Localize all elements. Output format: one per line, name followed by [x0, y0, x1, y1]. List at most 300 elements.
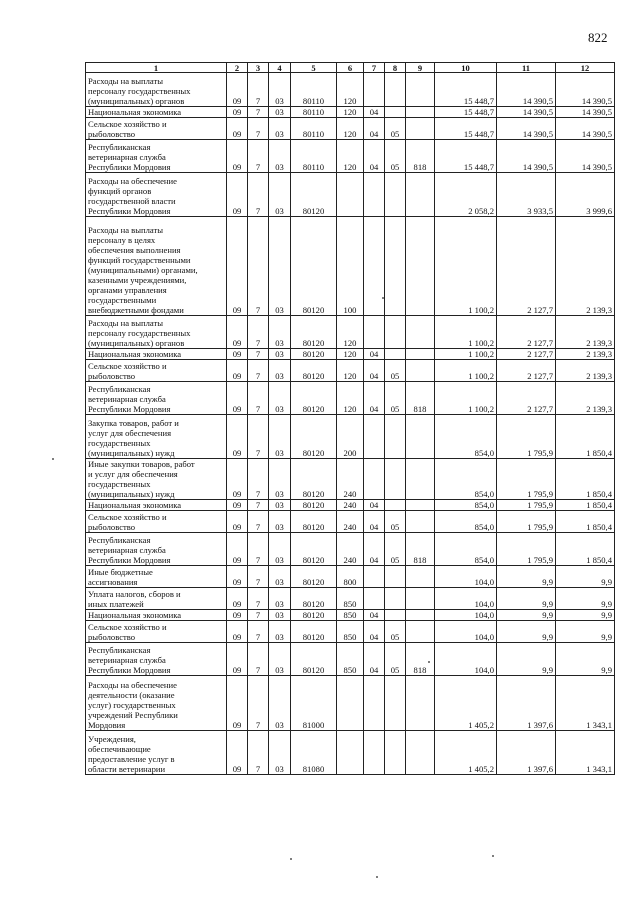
scan-speck: [376, 876, 378, 878]
code-cell: 03: [269, 459, 291, 500]
code-cell: 80120: [291, 217, 337, 316]
code-cell: 7: [248, 173, 269, 217]
code-cell: 03: [269, 643, 291, 676]
amount-cell: 9,9: [497, 621, 556, 643]
code-cell: 850: [337, 621, 364, 643]
row-label: Национальная экономика: [86, 500, 227, 511]
table-row: [86, 349, 615, 360]
row-label: Закупка товаров, работ и услуг для обеспечения государственных (муниципальных) нужд: [86, 415, 227, 459]
amount-cell: 104,0: [435, 566, 497, 588]
code-cell: 05: [385, 140, 406, 173]
row-label: Республиканская ветеринарная служба Республики Мордовия: [86, 533, 227, 566]
amount-cell: 1 850,4: [556, 415, 615, 459]
table-row: [86, 107, 615, 118]
code-cell: 03: [269, 511, 291, 533]
table-row: [86, 588, 615, 610]
code-cell: 80120: [291, 610, 337, 621]
code-cell: 7: [248, 382, 269, 415]
amount-cell: 1 405,2: [435, 731, 497, 775]
code-cell: [406, 316, 435, 349]
code-cell: 818: [406, 140, 435, 173]
code-cell: 7: [248, 140, 269, 173]
amount-cell: 9,9: [497, 566, 556, 588]
code-cell: 7: [248, 459, 269, 500]
amount-cell: 3 999,6: [556, 173, 615, 217]
row-label: Национальная экономика: [86, 107, 227, 118]
code-cell: 7: [248, 533, 269, 566]
row-label: Расходы на выплаты персоналу государственных (муниципальных) органов: [86, 316, 227, 349]
code-cell: 7: [248, 316, 269, 349]
code-cell: [385, 566, 406, 588]
page-number: 822: [588, 30, 608, 45]
code-cell: 09: [227, 511, 248, 533]
code-cell: 09: [227, 588, 248, 610]
header-cell: 4: [269, 63, 291, 73]
code-cell: 05: [385, 621, 406, 643]
code-cell: 818: [406, 382, 435, 415]
code-cell: [406, 173, 435, 217]
code-cell: 04: [364, 349, 385, 360]
code-cell: 7: [248, 415, 269, 459]
amount-cell: 14 390,5: [556, 107, 615, 118]
code-cell: [385, 588, 406, 610]
amount-cell: 9,9: [556, 566, 615, 588]
header-cell: 12: [556, 63, 615, 73]
amount-cell: 854,0: [435, 533, 497, 566]
amount-cell: 1 100,2: [435, 217, 497, 316]
code-cell: 80120: [291, 643, 337, 676]
code-cell: [385, 107, 406, 118]
code-cell: [385, 349, 406, 360]
table-row: [86, 118, 615, 140]
amount-cell: 1 850,4: [556, 533, 615, 566]
amount-cell: 1 100,2: [435, 360, 497, 382]
amount-cell: 1 850,4: [556, 500, 615, 511]
code-cell: 05: [385, 118, 406, 140]
table-body: [86, 63, 615, 775]
amount-cell: 1 850,4: [556, 459, 615, 500]
row-label: Республиканская ветеринарная служба Республики Мордовия: [86, 382, 227, 415]
amount-cell: 15 448,7: [435, 140, 497, 173]
code-cell: 03: [269, 118, 291, 140]
amount-cell: 2 139,3: [556, 217, 615, 316]
code-cell: 03: [269, 217, 291, 316]
code-cell: [364, 173, 385, 217]
amount-cell: 9,9: [497, 643, 556, 676]
code-cell: 80120: [291, 459, 337, 500]
amount-cell: 9,9: [497, 588, 556, 610]
amount-cell: 2 127,7: [497, 349, 556, 360]
code-cell: 03: [269, 566, 291, 588]
row-label: Сельское хозяйство и рыболовство: [86, 621, 227, 643]
code-cell: 7: [248, 118, 269, 140]
code-cell: 7: [248, 107, 269, 118]
code-cell: 09: [227, 676, 248, 731]
code-cell: 80120: [291, 349, 337, 360]
code-cell: 120: [337, 382, 364, 415]
table-row: [86, 459, 615, 500]
row-label: Учреждения, обеспечивающие предоставление услуг в области ветеринарии: [86, 731, 227, 775]
header-cell: 9: [406, 63, 435, 73]
code-cell: [385, 316, 406, 349]
row-label: Сельское хозяйство и рыболовство: [86, 360, 227, 382]
code-cell: 03: [269, 588, 291, 610]
code-cell: 80120: [291, 360, 337, 382]
code-cell: 7: [248, 500, 269, 511]
row-label: Уплата налогов, сборов и иных платежей: [86, 588, 227, 610]
code-cell: 80120: [291, 621, 337, 643]
amount-cell: 104,0: [435, 610, 497, 621]
table-row: [86, 173, 615, 217]
code-cell: 7: [248, 621, 269, 643]
row-label: Республиканская ветеринарная служба Республики Мордовия: [86, 140, 227, 173]
code-cell: 04: [364, 533, 385, 566]
code-cell: 03: [269, 73, 291, 107]
row-label: Иные бюджетные ассигнования: [86, 566, 227, 588]
code-cell: 04: [364, 118, 385, 140]
amount-cell: 1 397,6: [497, 676, 556, 731]
amount-cell: 2 127,7: [497, 217, 556, 316]
code-cell: 7: [248, 360, 269, 382]
code-cell: 100: [337, 217, 364, 316]
code-cell: 09: [227, 731, 248, 775]
code-cell: 7: [248, 731, 269, 775]
code-cell: 850: [337, 610, 364, 621]
amount-cell: 14 390,5: [556, 140, 615, 173]
table-row: [86, 533, 615, 566]
code-cell: 7: [248, 588, 269, 610]
row-label: Сельское хозяйство и рыболовство: [86, 511, 227, 533]
code-cell: [406, 107, 435, 118]
code-cell: 240: [337, 500, 364, 511]
code-cell: 05: [385, 360, 406, 382]
code-cell: 03: [269, 349, 291, 360]
table-row: [86, 140, 615, 173]
amount-cell: 2 139,3: [556, 382, 615, 415]
amount-cell: 2 058,2: [435, 173, 497, 217]
amount-cell: 9,9: [556, 643, 615, 676]
code-cell: 09: [227, 140, 248, 173]
amount-cell: 15 448,7: [435, 73, 497, 107]
code-cell: 240: [337, 459, 364, 500]
code-cell: 80120: [291, 511, 337, 533]
code-cell: [364, 566, 385, 588]
code-cell: 09: [227, 316, 248, 349]
code-cell: 03: [269, 173, 291, 217]
table-row: [86, 382, 615, 415]
code-cell: [364, 459, 385, 500]
code-cell: [406, 511, 435, 533]
code-cell: 800: [337, 566, 364, 588]
row-label: Сельское хозяйство и рыболовство: [86, 118, 227, 140]
amount-cell: 14 390,5: [556, 73, 615, 107]
amount-cell: 15 448,7: [435, 107, 497, 118]
code-cell: 03: [269, 316, 291, 349]
table-row: [86, 73, 615, 107]
table-row: [86, 316, 615, 349]
code-cell: 03: [269, 140, 291, 173]
table-row: [86, 621, 615, 643]
table-header-row: [86, 63, 615, 73]
code-cell: 09: [227, 459, 248, 500]
code-cell: [406, 610, 435, 621]
code-cell: 09: [227, 107, 248, 118]
code-cell: 09: [227, 382, 248, 415]
row-label: Расходы на обеспечение функций органов государственной власти Республики Мордовия: [86, 173, 227, 217]
amount-cell: 1 397,6: [497, 731, 556, 775]
code-cell: 120: [337, 360, 364, 382]
code-cell: [385, 500, 406, 511]
code-cell: 240: [337, 511, 364, 533]
table-row: [86, 217, 615, 316]
code-cell: 03: [269, 382, 291, 415]
code-cell: 80120: [291, 566, 337, 588]
code-cell: [406, 588, 435, 610]
amount-cell: 1 343,1: [556, 676, 615, 731]
code-cell: 7: [248, 349, 269, 360]
code-cell: 05: [385, 643, 406, 676]
code-cell: [364, 588, 385, 610]
code-cell: 80120: [291, 415, 337, 459]
header-cell: 5: [291, 63, 337, 73]
amount-cell: 15 448,7: [435, 118, 497, 140]
amount-cell: 1 100,2: [435, 349, 497, 360]
code-cell: 04: [364, 360, 385, 382]
code-cell: [364, 316, 385, 349]
code-cell: 09: [227, 610, 248, 621]
code-cell: [406, 731, 435, 775]
code-cell: 120: [337, 73, 364, 107]
amount-cell: 104,0: [435, 621, 497, 643]
code-cell: 04: [364, 107, 385, 118]
code-cell: 81000: [291, 676, 337, 731]
code-cell: 120: [337, 140, 364, 173]
code-cell: 04: [364, 140, 385, 173]
code-cell: 09: [227, 349, 248, 360]
code-cell: 7: [248, 566, 269, 588]
code-cell: 80120: [291, 533, 337, 566]
code-cell: 03: [269, 731, 291, 775]
code-cell: [364, 217, 385, 316]
header-cell: 3: [248, 63, 269, 73]
amount-cell: 854,0: [435, 415, 497, 459]
amount-cell: 14 390,5: [497, 73, 556, 107]
code-cell: 05: [385, 533, 406, 566]
code-cell: [385, 73, 406, 107]
code-cell: [406, 360, 435, 382]
code-cell: [385, 731, 406, 775]
amount-cell: 2 139,3: [556, 360, 615, 382]
amount-cell: 1 795,9: [497, 459, 556, 500]
row-label: Расходы на выплаты персоналу в целях обеспечения выполнения функций государственными (муниципальными) органами, казенными учреждениями, органами управления государственными внебюджетными фондами: [86, 217, 227, 316]
code-cell: 818: [406, 643, 435, 676]
code-cell: 818: [406, 533, 435, 566]
code-cell: 03: [269, 621, 291, 643]
code-cell: [385, 676, 406, 731]
code-cell: 03: [269, 533, 291, 566]
table-row: [86, 731, 615, 775]
row-label: Расходы на выплаты персоналу государственных (муниципальных) органов: [86, 73, 227, 107]
code-cell: 240: [337, 533, 364, 566]
code-cell: 120: [337, 349, 364, 360]
amount-cell: 14 390,5: [497, 107, 556, 118]
code-cell: 7: [248, 610, 269, 621]
row-label: Национальная экономика: [86, 349, 227, 360]
amount-cell: 1 100,2: [435, 316, 497, 349]
code-cell: 80110: [291, 107, 337, 118]
amount-cell: 2 127,7: [497, 360, 556, 382]
code-cell: 09: [227, 118, 248, 140]
code-cell: [406, 676, 435, 731]
code-cell: [364, 676, 385, 731]
amount-cell: 1 343,1: [556, 731, 615, 775]
table-row: [86, 610, 615, 621]
scan-speck: [492, 855, 494, 857]
code-cell: [364, 731, 385, 775]
row-label: Иные закупки товаров, работ и услуг для обеспечения государственных (муниципальных) нужд: [86, 459, 227, 500]
code-cell: 03: [269, 500, 291, 511]
row-label: Национальная экономика: [86, 610, 227, 621]
code-cell: 09: [227, 360, 248, 382]
table-row: [86, 500, 615, 511]
row-label: Республиканская ветеринарная служба Республики Мордовия: [86, 643, 227, 676]
amount-cell: 1 795,9: [497, 415, 556, 459]
code-cell: [385, 610, 406, 621]
amount-cell: 14 390,5: [556, 118, 615, 140]
code-cell: 09: [227, 566, 248, 588]
code-cell: 09: [227, 415, 248, 459]
code-cell: [406, 415, 435, 459]
code-cell: 80110: [291, 140, 337, 173]
code-cell: 850: [337, 588, 364, 610]
code-cell: [406, 459, 435, 500]
code-cell: 09: [227, 533, 248, 566]
code-cell: [364, 415, 385, 459]
code-cell: 80120: [291, 173, 337, 217]
code-cell: [337, 731, 364, 775]
code-cell: 05: [385, 511, 406, 533]
code-cell: 80120: [291, 382, 337, 415]
table-row: [86, 415, 615, 459]
amount-cell: 2 127,7: [497, 382, 556, 415]
amount-cell: 2 139,3: [556, 349, 615, 360]
amount-cell: 1 795,9: [497, 500, 556, 511]
amount-cell: 9,9: [556, 610, 615, 621]
budget-table: [85, 62, 615, 775]
amount-cell: 854,0: [435, 500, 497, 511]
amount-cell: 2 139,3: [556, 316, 615, 349]
code-cell: [406, 73, 435, 107]
code-cell: [337, 173, 364, 217]
amount-cell: 854,0: [435, 459, 497, 500]
code-cell: [406, 500, 435, 511]
code-cell: 03: [269, 360, 291, 382]
code-cell: 80120: [291, 500, 337, 511]
code-cell: 05: [385, 382, 406, 415]
amount-cell: 854,0: [435, 511, 497, 533]
code-cell: 09: [227, 73, 248, 107]
code-cell: 7: [248, 73, 269, 107]
code-cell: 09: [227, 500, 248, 511]
code-cell: 120: [337, 316, 364, 349]
code-cell: 09: [227, 621, 248, 643]
code-cell: [337, 676, 364, 731]
code-cell: 200: [337, 415, 364, 459]
code-cell: 03: [269, 107, 291, 118]
amount-cell: 9,9: [556, 621, 615, 643]
table-row: [86, 511, 615, 533]
amount-cell: 1 795,9: [497, 511, 556, 533]
table-row: [86, 676, 615, 731]
scan-speck: [52, 458, 54, 460]
amount-cell: 2 127,7: [497, 316, 556, 349]
code-cell: 04: [364, 511, 385, 533]
amount-cell: 1 795,9: [497, 533, 556, 566]
table-row: [86, 566, 615, 588]
header-cell: 6: [337, 63, 364, 73]
code-cell: [406, 217, 435, 316]
amount-cell: 1 405,2: [435, 676, 497, 731]
code-cell: 04: [364, 500, 385, 511]
amount-cell: 9,9: [556, 588, 615, 610]
amount-cell: 14 390,5: [497, 118, 556, 140]
code-cell: 120: [337, 118, 364, 140]
header-cell: 2: [227, 63, 248, 73]
code-cell: 7: [248, 217, 269, 316]
code-cell: 09: [227, 217, 248, 316]
code-cell: 120: [337, 107, 364, 118]
code-cell: 80110: [291, 73, 337, 107]
header-cell: 8: [385, 63, 406, 73]
code-cell: 80120: [291, 588, 337, 610]
code-cell: [385, 459, 406, 500]
scan-speck: [382, 297, 384, 299]
header-cell: 7: [364, 63, 385, 73]
code-cell: 80110: [291, 118, 337, 140]
code-cell: [406, 621, 435, 643]
code-cell: 03: [269, 610, 291, 621]
code-cell: 850: [337, 643, 364, 676]
code-cell: 04: [364, 610, 385, 621]
code-cell: 7: [248, 643, 269, 676]
code-cell: [385, 173, 406, 217]
header-cell: 10: [435, 63, 497, 73]
header-cell: 1: [86, 63, 227, 73]
code-cell: 04: [364, 382, 385, 415]
amount-cell: 14 390,5: [497, 140, 556, 173]
code-cell: 81080: [291, 731, 337, 775]
code-cell: [364, 73, 385, 107]
header-cell: 11: [497, 63, 556, 73]
code-cell: 04: [364, 621, 385, 643]
amount-cell: 3 933,5: [497, 173, 556, 217]
code-cell: [406, 349, 435, 360]
table-row: [86, 643, 615, 676]
amount-cell: 104,0: [435, 643, 497, 676]
code-cell: [406, 566, 435, 588]
code-cell: 09: [227, 643, 248, 676]
amount-cell: 9,9: [497, 610, 556, 621]
table-row: [86, 360, 615, 382]
amount-cell: 1 850,4: [556, 511, 615, 533]
scan-speck: [428, 661, 430, 663]
code-cell: 03: [269, 415, 291, 459]
code-cell: 09: [227, 173, 248, 217]
code-cell: [385, 217, 406, 316]
code-cell: 03: [269, 676, 291, 731]
amount-cell: 104,0: [435, 588, 497, 610]
row-label: Расходы на обеспечение деятельности (оказание услуг) государственных учреждений Республики Мордовия: [86, 676, 227, 731]
